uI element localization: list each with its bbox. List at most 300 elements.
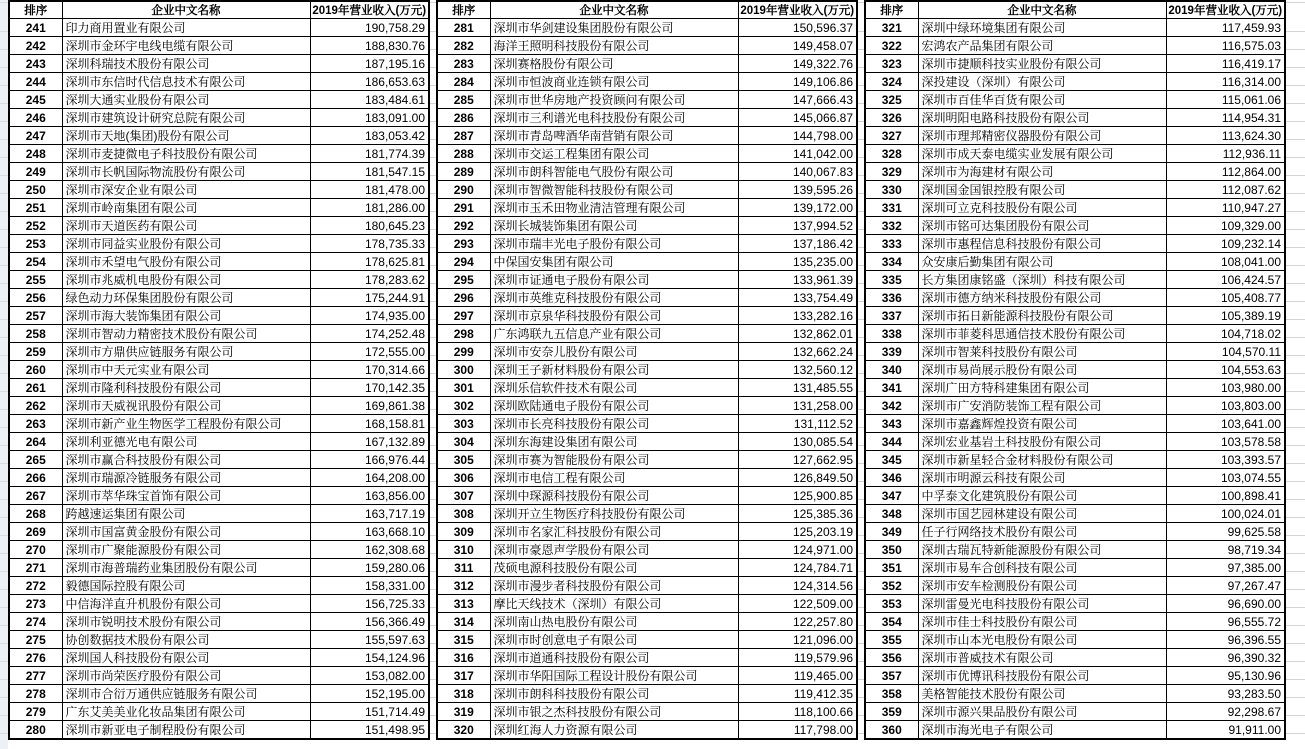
revenue-cell[interactable]: 124,314.56 xyxy=(738,577,857,595)
revenue-cell[interactable]: 132,662.24 xyxy=(738,343,857,361)
rank-cell[interactable]: 356 xyxy=(865,649,918,667)
company-name-cell[interactable]: 深圳欧陆通电子股份有限公司 xyxy=(490,397,738,415)
rank-cell[interactable]: 251 xyxy=(9,199,62,217)
rank-cell[interactable]: 254 xyxy=(9,253,62,271)
company-name-cell[interactable]: 深圳市成天泰电缆实业发展有限公司 xyxy=(918,145,1166,163)
rank-cell[interactable]: 275 xyxy=(9,631,62,649)
company-name-cell[interactable]: 深圳市捷顺科技实业股份有限公司 xyxy=(918,55,1166,73)
rank-cell[interactable]: 299 xyxy=(437,343,490,361)
rank-cell[interactable]: 339 xyxy=(865,343,918,361)
rank-cell[interactable]: 270 xyxy=(9,541,62,559)
company-name-cell[interactable]: 深圳市朗科科技股份有限公司 xyxy=(490,685,738,703)
company-name-cell[interactable]: 深圳市赢合科技股份有限公司 xyxy=(62,451,310,469)
rank-cell[interactable]: 273 xyxy=(9,595,62,613)
company-name-cell[interactable]: 深圳市海大装饰集团有限公司 xyxy=(62,307,310,325)
rank-cell[interactable]: 303 xyxy=(437,415,490,433)
company-name-cell[interactable]: 深圳市源兴果品股份有限公司 xyxy=(918,703,1166,721)
company-name-cell[interactable]: 长方集团康铭盛（深圳）科技有限公司 xyxy=(918,271,1166,289)
company-name-cell[interactable]: 深圳市三利谱光电科技股份有限公司 xyxy=(490,109,738,127)
rank-cell[interactable]: 321 xyxy=(865,19,918,37)
company-name-cell[interactable]: 中保国安集团有限公司 xyxy=(490,253,738,271)
rank-cell[interactable]: 359 xyxy=(865,703,918,721)
company-name-cell[interactable]: 深圳市长帆国际物流股份有限公司 xyxy=(62,163,310,181)
rank-cell[interactable]: 308 xyxy=(437,505,490,523)
revenue-cell[interactable]: 172,555.00 xyxy=(310,343,429,361)
revenue-cell[interactable]: 97,385.00 xyxy=(1166,559,1285,577)
rank-cell[interactable]: 354 xyxy=(865,613,918,631)
rank-cell[interactable]: 337 xyxy=(865,307,918,325)
rank-cell[interactable]: 294 xyxy=(437,253,490,271)
rank-cell[interactable]: 340 xyxy=(865,361,918,379)
rank-cell[interactable]: 323 xyxy=(865,55,918,73)
rank-cell[interactable]: 241 xyxy=(9,19,62,37)
company-name-cell[interactable]: 深圳利亚德光电有限公司 xyxy=(62,433,310,451)
company-name-cell[interactable]: 深圳市漫步者科技股份有限公司 xyxy=(490,577,738,595)
rank-cell[interactable]: 295 xyxy=(437,271,490,289)
rank-cell[interactable]: 276 xyxy=(9,649,62,667)
rank-cell[interactable]: 306 xyxy=(437,469,490,487)
revenue-cell[interactable]: 97,267.47 xyxy=(1166,577,1285,595)
rank-cell[interactable]: 326 xyxy=(865,109,918,127)
revenue-cell[interactable]: 130,085.54 xyxy=(738,433,857,451)
rank-cell[interactable]: 353 xyxy=(865,595,918,613)
revenue-cell[interactable]: 154,124.96 xyxy=(310,649,429,667)
rank-cell[interactable]: 279 xyxy=(9,703,62,721)
revenue-cell[interactable]: 144,798.00 xyxy=(738,127,857,145)
company-name-cell[interactable]: 深圳市青岛啤酒华南营销有限公司 xyxy=(490,127,738,145)
company-name-cell[interactable]: 绿色动力环保集团股份有限公司 xyxy=(62,289,310,307)
company-name-cell[interactable]: 广东鸿联九五信息产业有限公司 xyxy=(490,325,738,343)
revenue-cell[interactable]: 103,578.58 xyxy=(1166,433,1285,451)
revenue-cell[interactable]: 100,898.41 xyxy=(1166,487,1285,505)
company-name-cell[interactable]: 深圳市建筑设计研究总院有限公司 xyxy=(62,109,310,127)
company-name-cell[interactable]: 深圳市铭可达集团股份有限公司 xyxy=(918,217,1166,235)
revenue-cell[interactable]: 190,758.29 xyxy=(310,19,429,37)
revenue-cell[interactable]: 175,244.91 xyxy=(310,289,429,307)
revenue-cell[interactable]: 110,947.27 xyxy=(1166,199,1285,217)
company-name-cell[interactable]: 深圳乐信软件技术有限公司 xyxy=(490,379,738,397)
revenue-cell[interactable]: 100,024.01 xyxy=(1166,505,1285,523)
company-name-cell[interactable]: 深圳市广安消防装饰工程有限公司 xyxy=(918,397,1166,415)
company-name-cell[interactable]: 海洋王照明科技股份有限公司 xyxy=(490,37,738,55)
revenue-cell[interactable]: 96,555.72 xyxy=(1166,613,1285,631)
company-name-cell[interactable]: 深圳广田方特科建集团有限公司 xyxy=(918,379,1166,397)
rank-cell[interactable]: 296 xyxy=(437,289,490,307)
company-name-cell[interactable]: 深圳市禾望电气股份有限公司 xyxy=(62,253,310,271)
revenue-cell[interactable]: 180,645.23 xyxy=(310,217,429,235)
revenue-cell[interactable]: 116,314.00 xyxy=(1166,73,1285,91)
rank-cell[interactable]: 269 xyxy=(9,523,62,541)
revenue-cell[interactable]: 105,389.19 xyxy=(1166,307,1285,325)
revenue-cell[interactable]: 103,393.57 xyxy=(1166,451,1285,469)
company-name-cell[interactable]: 深圳市长亮科技股份有限公司 xyxy=(490,415,738,433)
rank-cell[interactable]: 318 xyxy=(437,685,490,703)
company-name-cell[interactable]: 深圳市新亚电子制程股份有限公司 xyxy=(62,721,310,740)
revenue-cell[interactable]: 132,862.01 xyxy=(738,325,857,343)
revenue-cell[interactable]: 150,596.37 xyxy=(738,19,857,37)
revenue-cell[interactable]: 112,087.62 xyxy=(1166,181,1285,199)
company-name-cell[interactable]: 深圳市智微智能科技股份有限公司 xyxy=(490,181,738,199)
revenue-cell[interactable]: 170,142.35 xyxy=(310,379,429,397)
company-name-cell[interactable]: 深圳市道通科技股份有限公司 xyxy=(490,649,738,667)
revenue-cell[interactable]: 178,735.33 xyxy=(310,235,429,253)
rank-cell[interactable]: 351 xyxy=(865,559,918,577)
company-name-cell[interactable]: 深圳市天地(集团)股份有限公司 xyxy=(62,127,310,145)
company-name-cell[interactable]: 深圳市锐明技术股份有限公司 xyxy=(62,613,310,631)
company-name-cell[interactable]: 深圳市海光电子有限公司 xyxy=(918,721,1166,740)
rank-cell[interactable]: 322 xyxy=(865,37,918,55)
rank-cell[interactable]: 290 xyxy=(437,181,490,199)
rank-cell[interactable]: 320 xyxy=(437,721,490,740)
company-name-cell[interactable]: 深圳市瑞丰光电子股份有限公司 xyxy=(490,235,738,253)
rank-cell[interactable]: 278 xyxy=(9,685,62,703)
revenue-cell[interactable]: 178,283.62 xyxy=(310,271,429,289)
company-name-column-header[interactable]: 企业中文名称 xyxy=(62,1,310,19)
revenue-cell[interactable]: 119,412.35 xyxy=(738,685,857,703)
company-name-cell[interactable]: 深圳市理邦精密仪器股份有限公司 xyxy=(918,127,1166,145)
rank-cell[interactable]: 243 xyxy=(9,55,62,73)
company-name-cell[interactable]: 广东艾美美业化妆品集团有限公司 xyxy=(62,703,310,721)
revenue-cell[interactable]: 167,132.89 xyxy=(310,433,429,451)
revenue-cell[interactable]: 126,849.50 xyxy=(738,469,857,487)
company-name-cell[interactable]: 深圳大通实业股份有限公司 xyxy=(62,91,310,109)
revenue-cell[interactable]: 117,798.00 xyxy=(738,721,857,740)
revenue-cell[interactable]: 163,856.00 xyxy=(310,487,429,505)
company-name-cell[interactable]: 深圳市世华房地产投资顾问有限公司 xyxy=(490,91,738,109)
revenue-cell[interactable]: 135,235.00 xyxy=(738,253,857,271)
rank-cell[interactable]: 267 xyxy=(9,487,62,505)
revenue-cell[interactable]: 181,547.15 xyxy=(310,163,429,181)
rank-cell[interactable]: 328 xyxy=(865,145,918,163)
revenue-cell[interactable]: 109,232.14 xyxy=(1166,235,1285,253)
company-name-cell[interactable]: 深圳市岭南集团有限公司 xyxy=(62,199,310,217)
revenue-cell[interactable]: 108,041.00 xyxy=(1166,253,1285,271)
rank-cell[interactable]: 360 xyxy=(865,721,918,740)
rank-cell[interactable]: 347 xyxy=(865,487,918,505)
rank-column-header[interactable]: 排序 xyxy=(865,1,918,19)
company-name-cell[interactable]: 深圳明阳电路科技股份有限公司 xyxy=(918,109,1166,127)
rank-cell[interactable]: 334 xyxy=(865,253,918,271)
company-name-cell[interactable]: 深圳科瑞技术股份有限公司 xyxy=(62,55,310,73)
rank-cell[interactable]: 277 xyxy=(9,667,62,685)
revenue-cell[interactable]: 155,597.63 xyxy=(310,631,429,649)
revenue-cell[interactable]: 187,195.16 xyxy=(310,55,429,73)
revenue-cell[interactable]: 151,714.49 xyxy=(310,703,429,721)
company-name-cell[interactable]: 任子行网络技术股份有限公司 xyxy=(918,523,1166,541)
revenue-cell[interactable]: 141,042.00 xyxy=(738,145,857,163)
rank-cell[interactable]: 255 xyxy=(9,271,62,289)
company-name-cell[interactable]: 深圳市同益实业股份有限公司 xyxy=(62,235,310,253)
company-name-cell[interactable]: 深圳市智动力精密技术股份有限公司 xyxy=(62,325,310,343)
revenue-cell[interactable]: 131,485.55 xyxy=(738,379,857,397)
company-name-cell[interactable]: 宏鸿农产品集团有限公司 xyxy=(918,37,1166,55)
revenue-cell[interactable]: 149,106.86 xyxy=(738,73,857,91)
revenue-cell[interactable]: 131,112.52 xyxy=(738,415,857,433)
rank-cell[interactable]: 317 xyxy=(437,667,490,685)
revenue-cell[interactable]: 186,653.63 xyxy=(310,73,429,91)
rank-cell[interactable]: 293 xyxy=(437,235,490,253)
company-name-cell[interactable]: 深圳市麦捷微电子科技股份有限公司 xyxy=(62,145,310,163)
revenue-cell[interactable]: 133,961.39 xyxy=(738,271,857,289)
revenue-cell[interactable]: 174,935.00 xyxy=(310,307,429,325)
revenue-cell[interactable]: 125,203.19 xyxy=(738,523,857,541)
company-name-cell[interactable]: 深圳市名家汇科技股份有限公司 xyxy=(490,523,738,541)
company-name-cell[interactable]: 众安康后勤集团有限公司 xyxy=(918,253,1166,271)
rank-cell[interactable]: 346 xyxy=(865,469,918,487)
company-name-cell[interactable]: 深圳市天威视讯股份有限公司 xyxy=(62,397,310,415)
company-name-cell[interactable]: 深圳市惠程信息科技股份有限公司 xyxy=(918,235,1166,253)
rank-cell[interactable]: 287 xyxy=(437,127,490,145)
company-name-cell[interactable]: 深圳市朗科智能电气股份有限公司 xyxy=(490,163,738,181)
revenue-cell[interactable]: 147,666.43 xyxy=(738,91,857,109)
company-name-cell[interactable]: 深圳市英维克科技股份有限公司 xyxy=(490,289,738,307)
revenue-cell[interactable]: 156,725.33 xyxy=(310,595,429,613)
revenue-cell[interactable]: 105,408.77 xyxy=(1166,289,1285,307)
rank-cell[interactable]: 344 xyxy=(865,433,918,451)
company-name-cell[interactable]: 深圳市德方纳米科技股份有限公司 xyxy=(918,289,1166,307)
revenue-cell[interactable]: 92,298.67 xyxy=(1166,703,1285,721)
company-name-cell[interactable]: 深圳市时创意电子有限公司 xyxy=(490,631,738,649)
revenue-cell[interactable]: 181,286.00 xyxy=(310,199,429,217)
rank-cell[interactable]: 310 xyxy=(437,541,490,559)
company-name-cell[interactable]: 深圳市新星轻合金材料股份有限公司 xyxy=(918,451,1166,469)
company-name-cell[interactable]: 深圳市尚荣医疗股份有限公司 xyxy=(62,667,310,685)
company-name-cell[interactable]: 深圳市佳士科技股份有限公司 xyxy=(918,613,1166,631)
company-name-cell[interactable]: 深圳市东信时代信息技术有限公司 xyxy=(62,73,310,91)
company-name-cell[interactable]: 深圳市新产业生物医学工程股份有限公司 xyxy=(62,415,310,433)
company-name-cell[interactable]: 深圳市深安企业有限公司 xyxy=(62,181,310,199)
company-name-cell[interactable]: 深圳市银之杰科技股份有限公司 xyxy=(490,703,738,721)
revenue-cell[interactable]: 169,861.38 xyxy=(310,397,429,415)
rank-cell[interactable]: 286 xyxy=(437,109,490,127)
rank-cell[interactable]: 280 xyxy=(9,721,62,740)
company-name-cell[interactable]: 深圳国金国银控股有限公司 xyxy=(918,181,1166,199)
rank-cell[interactable]: 264 xyxy=(9,433,62,451)
rank-cell[interactable]: 352 xyxy=(865,577,918,595)
revenue-cell[interactable]: 159,280.06 xyxy=(310,559,429,577)
rank-cell[interactable]: 327 xyxy=(865,127,918,145)
revenue-cell[interactable]: 188,830.76 xyxy=(310,37,429,55)
revenue-cell[interactable]: 113,624.30 xyxy=(1166,127,1285,145)
revenue-cell[interactable]: 174,252.48 xyxy=(310,325,429,343)
rank-column-header[interactable]: 排序 xyxy=(9,1,62,19)
revenue-cell[interactable]: 115,061.06 xyxy=(1166,91,1285,109)
revenue-cell[interactable]: 104,718.02 xyxy=(1166,325,1285,343)
revenue-cell[interactable]: 163,668.10 xyxy=(310,523,429,541)
company-name-cell[interactable]: 深圳市交运工程集团有限公司 xyxy=(490,145,738,163)
rank-cell[interactable]: 304 xyxy=(437,433,490,451)
revenue-cell[interactable]: 96,690.00 xyxy=(1166,595,1285,613)
rank-cell[interactable]: 297 xyxy=(437,307,490,325)
company-name-cell[interactable]: 深圳东海建设集团有限公司 xyxy=(490,433,738,451)
revenue-cell[interactable]: 149,322.76 xyxy=(738,55,857,73)
company-name-cell[interactable]: 深圳市嘉鑫辉煌投资有限公司 xyxy=(918,415,1166,433)
rank-cell[interactable]: 357 xyxy=(865,667,918,685)
company-name-cell[interactable]: 深圳中绿环境集团有限公司 xyxy=(918,19,1166,37)
rank-cell[interactable]: 329 xyxy=(865,163,918,181)
rank-cell[interactable]: 355 xyxy=(865,631,918,649)
revenue-cell[interactable]: 118,100.66 xyxy=(738,703,857,721)
company-name-cell[interactable]: 深圳开立生物医疗科技股份有限公司 xyxy=(490,505,738,523)
revenue-column-header[interactable]: 2019年营业收入(万元) xyxy=(738,1,857,19)
company-name-cell[interactable]: 深圳市安车检测股份有限公司 xyxy=(918,577,1166,595)
company-name-cell[interactable]: 深圳市优博讯科技股份有限公司 xyxy=(918,667,1166,685)
rank-cell[interactable]: 266 xyxy=(9,469,62,487)
rank-cell[interactable]: 242 xyxy=(9,37,62,55)
company-name-cell[interactable]: 深圳市萃华珠宝首饰有限公司 xyxy=(62,487,310,505)
rank-cell[interactable]: 268 xyxy=(9,505,62,523)
rank-cell[interactable]: 331 xyxy=(865,199,918,217)
rank-cell[interactable]: 305 xyxy=(437,451,490,469)
company-name-cell[interactable]: 深圳国人科技股份有限公司 xyxy=(62,649,310,667)
rank-cell[interactable]: 257 xyxy=(9,307,62,325)
company-name-column-header[interactable]: 企业中文名称 xyxy=(490,1,738,19)
rank-cell[interactable]: 324 xyxy=(865,73,918,91)
rank-cell[interactable]: 282 xyxy=(437,37,490,55)
rank-cell[interactable]: 307 xyxy=(437,487,490,505)
rank-cell[interactable]: 272 xyxy=(9,577,62,595)
company-name-cell[interactable]: 深圳市安奈儿股份有限公司 xyxy=(490,343,738,361)
revenue-cell[interactable]: 103,074.55 xyxy=(1166,469,1285,487)
rank-cell[interactable]: 332 xyxy=(865,217,918,235)
rank-cell[interactable]: 338 xyxy=(865,325,918,343)
rank-cell[interactable]: 335 xyxy=(865,271,918,289)
revenue-cell[interactable]: 103,803.00 xyxy=(1166,397,1285,415)
revenue-cell[interactable]: 127,662.95 xyxy=(738,451,857,469)
revenue-cell[interactable]: 181,774.39 xyxy=(310,145,429,163)
rank-cell[interactable]: 315 xyxy=(437,631,490,649)
revenue-cell[interactable]: 91,911.00 xyxy=(1166,721,1285,740)
revenue-column-header[interactable]: 2019年营业收入(万元) xyxy=(1166,1,1285,19)
company-name-cell[interactable]: 深圳市天道医药有限公司 xyxy=(62,217,310,235)
company-name-cell[interactable]: 深圳市电信工程有限公司 xyxy=(490,469,738,487)
rank-cell[interactable]: 265 xyxy=(9,451,62,469)
company-name-cell[interactable]: 中信海洋直升机股份有限公司 xyxy=(62,595,310,613)
revenue-column-header[interactable]: 2019年营业收入(万元) xyxy=(310,1,429,19)
revenue-cell[interactable]: 178,625.81 xyxy=(310,253,429,271)
revenue-cell[interactable]: 124,971.00 xyxy=(738,541,857,559)
rank-cell[interactable]: 298 xyxy=(437,325,490,343)
revenue-cell[interactable]: 104,570.11 xyxy=(1166,343,1285,361)
rank-cell[interactable]: 259 xyxy=(9,343,62,361)
company-name-cell[interactable]: 深圳市菲菱科思通信技术股份有限公司 xyxy=(918,325,1166,343)
company-name-cell[interactable]: 深圳市金环宇电线电缆有限公司 xyxy=(62,37,310,55)
rank-cell[interactable]: 252 xyxy=(9,217,62,235)
company-name-cell[interactable]: 深圳市明源云科技有限公司 xyxy=(918,469,1166,487)
revenue-cell[interactable]: 164,208.00 xyxy=(310,469,429,487)
company-name-cell[interactable]: 深圳王子新材料股份有限公司 xyxy=(490,361,738,379)
revenue-cell[interactable]: 132,560.12 xyxy=(738,361,857,379)
revenue-cell[interactable]: 114,954.31 xyxy=(1166,109,1285,127)
revenue-cell[interactable]: 122,257.80 xyxy=(738,613,857,631)
revenue-cell[interactable]: 152,195.00 xyxy=(310,685,429,703)
revenue-cell[interactable]: 139,595.26 xyxy=(738,181,857,199)
revenue-cell[interactable]: 98,719.34 xyxy=(1166,541,1285,559)
rank-cell[interactable]: 309 xyxy=(437,523,490,541)
rank-cell[interactable]: 246 xyxy=(9,109,62,127)
revenue-cell[interactable]: 139,172.00 xyxy=(738,199,857,217)
company-name-cell[interactable]: 毅德国际控股有限公司 xyxy=(62,577,310,595)
revenue-cell[interactable]: 149,458.07 xyxy=(738,37,857,55)
revenue-cell[interactable]: 116,575.03 xyxy=(1166,37,1285,55)
company-name-cell[interactable]: 深圳市为海建材有限公司 xyxy=(918,163,1166,181)
rank-cell[interactable]: 301 xyxy=(437,379,490,397)
rank-cell[interactable]: 244 xyxy=(9,73,62,91)
company-name-cell[interactable]: 深圳市隆利科技股份有限公司 xyxy=(62,379,310,397)
company-name-cell[interactable]: 深圳市智莱科技股份有限公司 xyxy=(918,343,1166,361)
company-name-column-header[interactable]: 企业中文名称 xyxy=(918,1,1166,19)
revenue-cell[interactable]: 156,366.49 xyxy=(310,613,429,631)
company-name-cell[interactable]: 深圳市华阳国际工程设计股份有限公司 xyxy=(490,667,738,685)
company-name-cell[interactable]: 茂硕电源科技股份有限公司 xyxy=(490,559,738,577)
company-name-cell[interactable]: 深投建设（深圳）有限公司 xyxy=(918,73,1166,91)
company-name-cell[interactable]: 深圳市合衍万通供应链服务有限公司 xyxy=(62,685,310,703)
company-name-cell[interactable]: 深圳市普威技术有限公司 xyxy=(918,649,1166,667)
rank-column-header[interactable]: 排序 xyxy=(437,1,490,19)
revenue-cell[interactable]: 124,784.71 xyxy=(738,559,857,577)
rank-cell[interactable]: 291 xyxy=(437,199,490,217)
rank-cell[interactable]: 336 xyxy=(865,289,918,307)
rank-cell[interactable]: 281 xyxy=(437,19,490,37)
rank-cell[interactable]: 263 xyxy=(9,415,62,433)
company-name-cell[interactable]: 摩比天线技术（深圳）有限公司 xyxy=(490,595,738,613)
revenue-cell[interactable]: 109,329.00 xyxy=(1166,217,1285,235)
rank-cell[interactable]: 284 xyxy=(437,73,490,91)
rank-cell[interactable]: 289 xyxy=(437,163,490,181)
revenue-cell[interactable]: 133,754.49 xyxy=(738,289,857,307)
revenue-cell[interactable]: 103,641.00 xyxy=(1166,415,1285,433)
rank-cell[interactable]: 314 xyxy=(437,613,490,631)
rank-cell[interactable]: 256 xyxy=(9,289,62,307)
company-name-cell[interactable]: 深圳古瑞瓦特新能源股份有限公司 xyxy=(918,541,1166,559)
rank-cell[interactable]: 250 xyxy=(9,181,62,199)
company-name-cell[interactable]: 深圳市方鼎供应链服务有限公司 xyxy=(62,343,310,361)
rank-cell[interactable]: 313 xyxy=(437,595,490,613)
revenue-cell[interactable]: 168,158.81 xyxy=(310,415,429,433)
revenue-cell[interactable]: 145,066.87 xyxy=(738,109,857,127)
rank-cell[interactable]: 248 xyxy=(9,145,62,163)
revenue-cell[interactable]: 119,579.96 xyxy=(738,649,857,667)
revenue-cell[interactable]: 117,459.93 xyxy=(1166,19,1285,37)
rank-cell[interactable]: 261 xyxy=(9,379,62,397)
company-name-cell[interactable]: 深圳市豪恩声学股份有限公司 xyxy=(490,541,738,559)
company-name-cell[interactable]: 深圳赛格股份有限公司 xyxy=(490,55,738,73)
company-name-cell[interactable]: 深圳市证通电子股份有限公司 xyxy=(490,271,738,289)
rank-cell[interactable]: 349 xyxy=(865,523,918,541)
company-name-cell[interactable]: 深圳市国艺园林建设有限公司 xyxy=(918,505,1166,523)
revenue-cell[interactable]: 125,385.36 xyxy=(738,505,857,523)
company-name-cell[interactable]: 深圳市瑞源冷链服务有限公司 xyxy=(62,469,310,487)
company-name-cell[interactable]: 深圳市百佳华百货有限公司 xyxy=(918,91,1166,109)
rank-cell[interactable]: 288 xyxy=(437,145,490,163)
rank-cell[interactable]: 319 xyxy=(437,703,490,721)
company-name-cell[interactable]: 深圳市海普瑞药业集团股份有限公司 xyxy=(62,559,310,577)
revenue-cell[interactable]: 158,331.00 xyxy=(310,577,429,595)
company-name-cell[interactable]: 深圳市拓日新能源科技股份有限公司 xyxy=(918,307,1166,325)
rank-cell[interactable]: 262 xyxy=(9,397,62,415)
rank-cell[interactable]: 333 xyxy=(865,235,918,253)
rank-cell[interactable]: 274 xyxy=(9,613,62,631)
revenue-cell[interactable]: 112,936.11 xyxy=(1166,145,1285,163)
revenue-cell[interactable]: 137,994.52 xyxy=(738,217,857,235)
company-name-cell[interactable]: 中孚泰文化建筑股份有限公司 xyxy=(918,487,1166,505)
revenue-cell[interactable]: 125,900.85 xyxy=(738,487,857,505)
revenue-cell[interactable]: 131,258.00 xyxy=(738,397,857,415)
rank-cell[interactable]: 350 xyxy=(865,541,918,559)
rank-cell[interactable]: 285 xyxy=(437,91,490,109)
rank-cell[interactable]: 300 xyxy=(437,361,490,379)
revenue-cell[interactable]: 133,282.16 xyxy=(738,307,857,325)
